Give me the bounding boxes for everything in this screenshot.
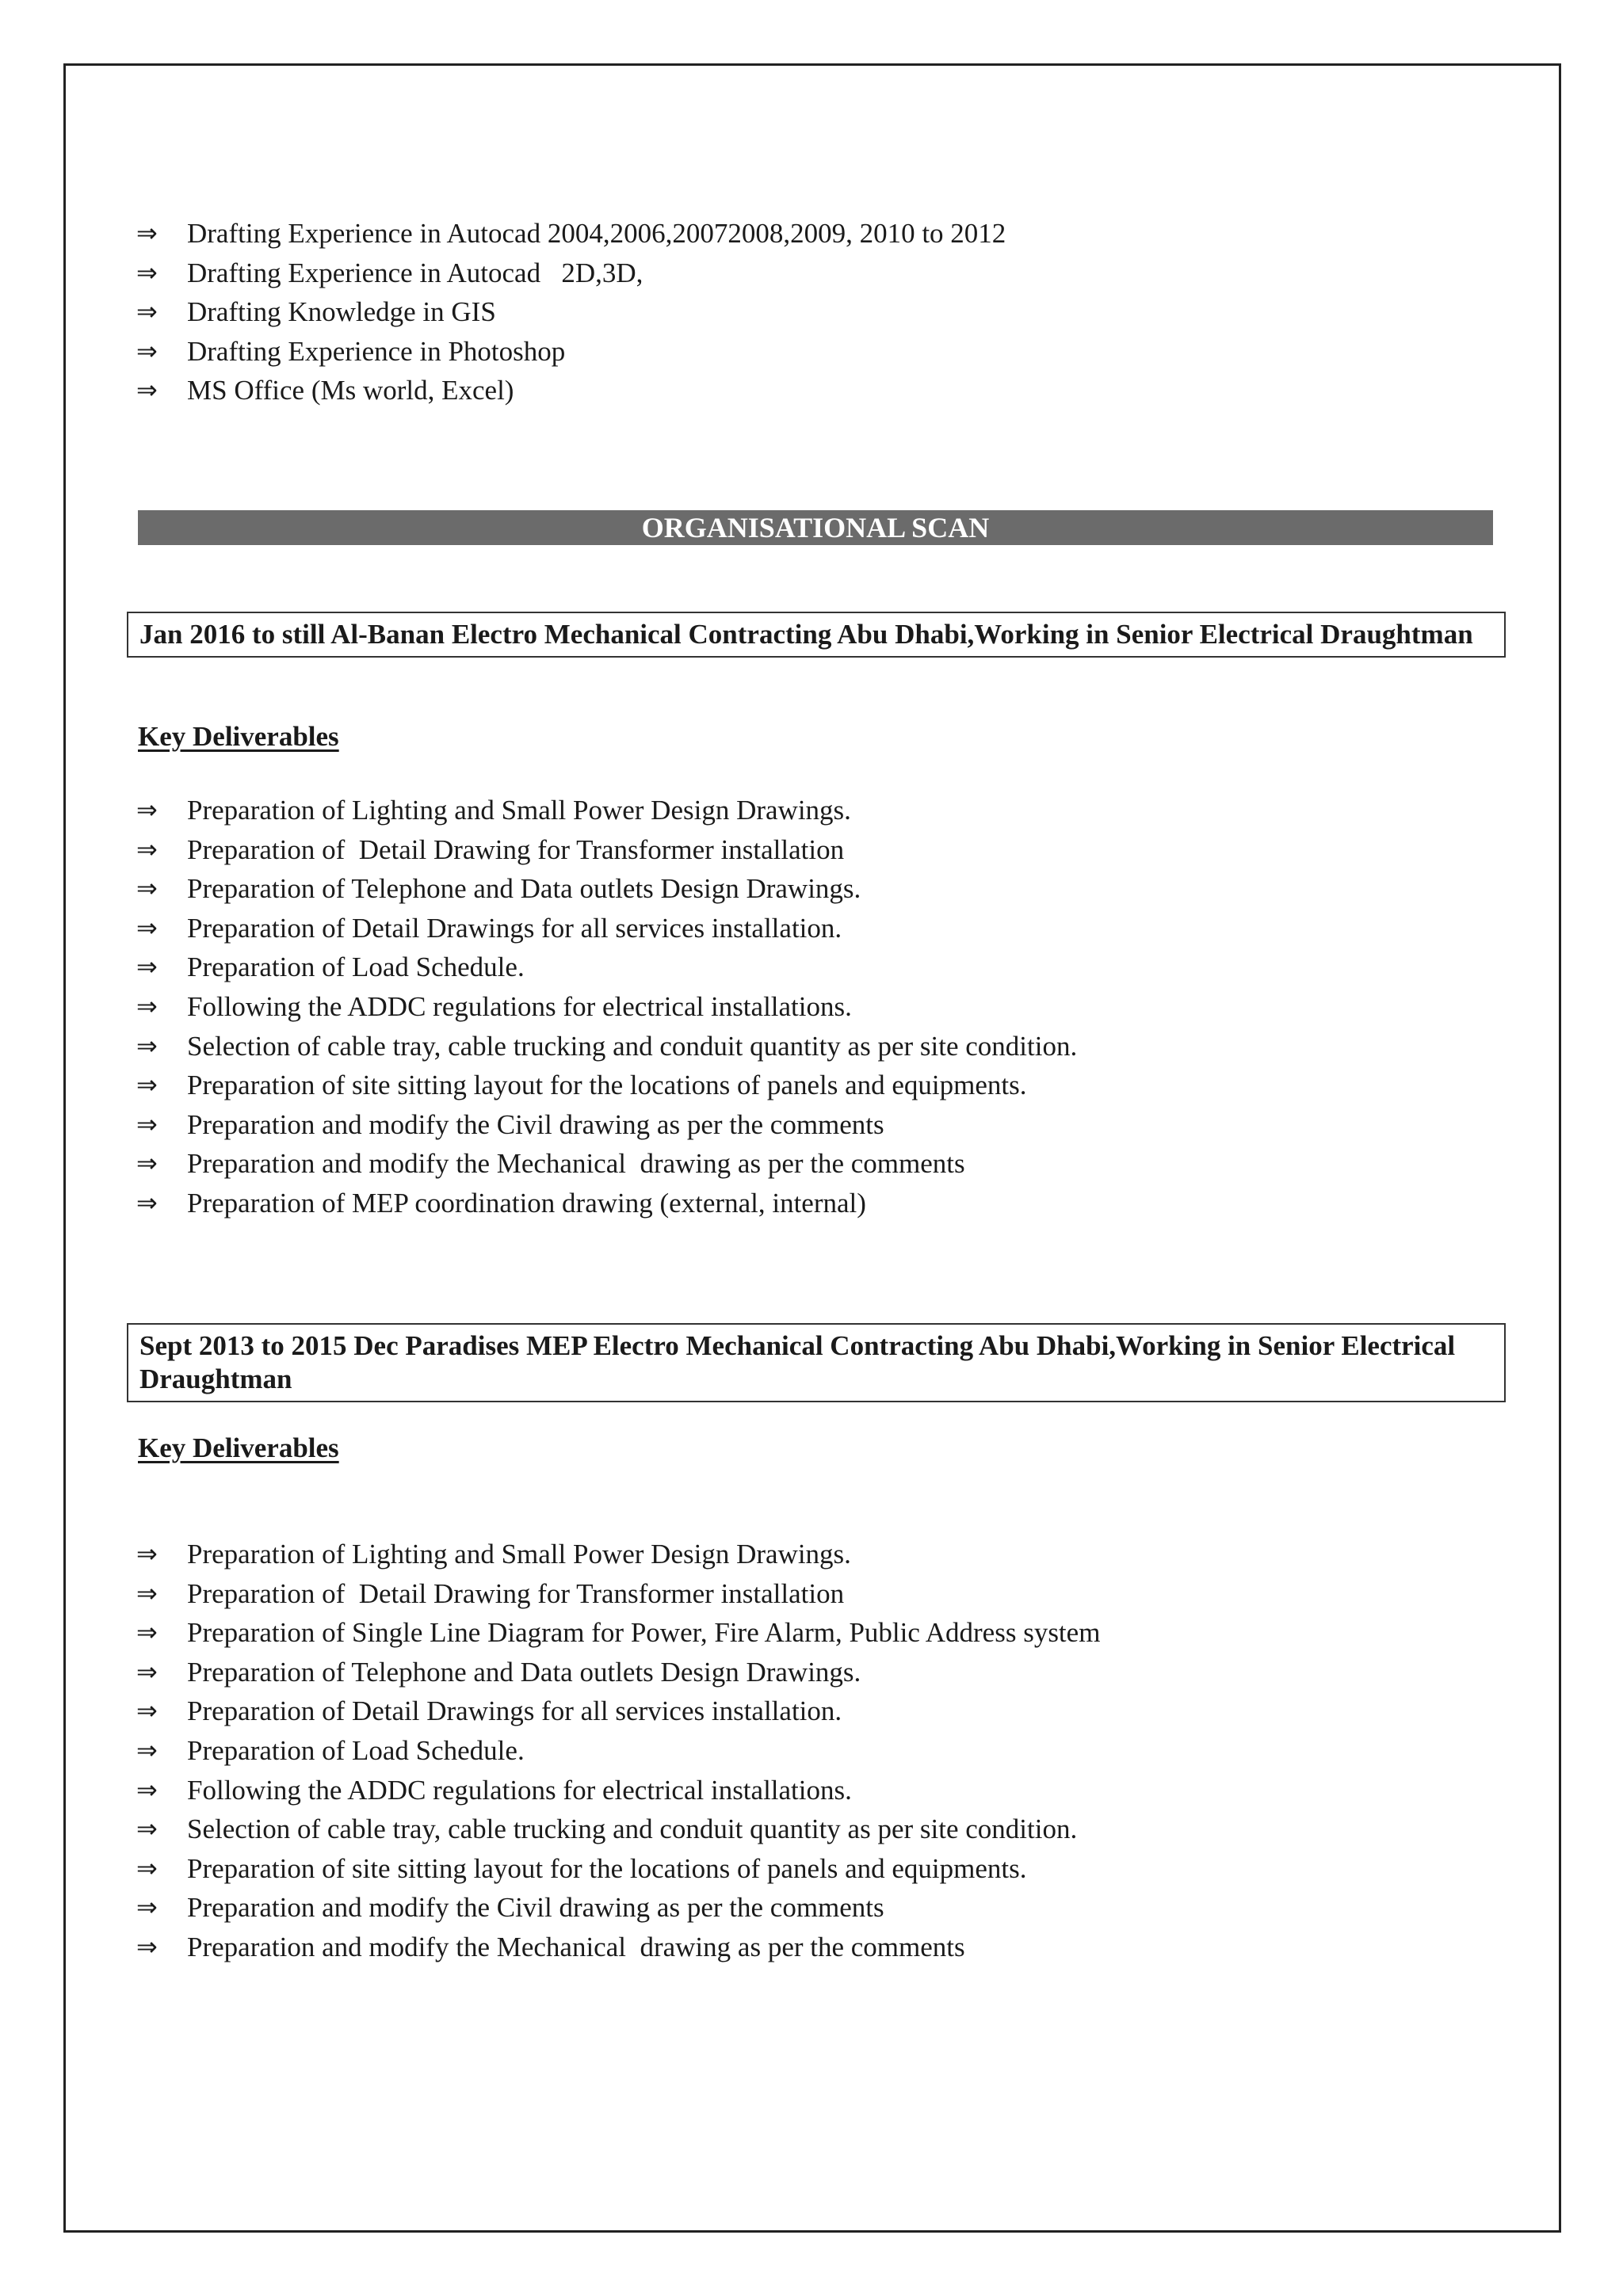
right-double-arrow-icon: ⇒	[136, 1774, 158, 1805]
job-heading-box: Jan 2016 to still Al-Banan Electro Mechanical Contracting Abu Dhabi,Working in Senior Electrical Draughtman	[127, 612, 1506, 658]
deliverable-text: Preparation and modify the Mechanical drawing as per the comments	[187, 1148, 965, 1180]
right-double-arrow-icon: ⇒	[136, 833, 158, 864]
right-double-arrow-icon: ⇒	[136, 912, 158, 943]
deliverable-text: Preparation of Telephone and Data outlets Design Drawings.	[187, 873, 861, 905]
right-double-arrow-icon: ⇒	[136, 1695, 158, 1726]
list-item	[136, 1653, 1100, 1692]
list-item	[136, 791, 1077, 830]
right-double-arrow-icon: ⇒	[136, 952, 158, 982]
deliverable-text: Selection of cable tray, cable trucking and conduit quantity as per site condition.	[187, 1814, 1078, 1845]
list-item	[136, 1027, 1077, 1066]
list-item	[136, 1691, 1100, 1731]
right-double-arrow-icon: ⇒	[136, 335, 158, 366]
list-item	[136, 371, 1006, 410]
deliverable-text: Following the ADDC regulations for electrical installations.	[187, 990, 852, 1022]
list-item	[136, 830, 1077, 870]
right-double-arrow-icon: ⇒	[136, 1892, 158, 1923]
skill-text: Drafting Experience in Autocad 2004,2006,20072008,2009, 2010 to 2012	[187, 218, 1006, 249]
list-item	[136, 254, 1006, 293]
deliverable-text: Preparation and modify the Civil drawing as per the comments	[187, 1108, 884, 1140]
deliverable-text: Preparation of Detail Drawings for all services installation.	[187, 1695, 842, 1727]
right-double-arrow-icon: ⇒	[136, 1814, 158, 1844]
right-double-arrow-icon: ⇒	[136, 375, 158, 406]
list-item	[136, 1888, 1100, 1928]
deliverable-text: Preparation of Single Line Diagram for Power, Fire Alarm, Public Address system	[187, 1617, 1101, 1649]
list-item	[136, 1105, 1077, 1145]
list-item	[136, 1144, 1077, 1184]
deliverable-text: Preparation of Load Schedule.	[187, 952, 525, 983]
list-item	[136, 1928, 1100, 1967]
deliverable-text: Preparation of Telephone and Data outlets Design Drawings.	[187, 1656, 861, 1688]
right-double-arrow-icon: ⇒	[136, 296, 158, 327]
deliverable-text: Following the ADDC regulations for electrical installations.	[187, 1774, 852, 1806]
section-title-bar: ORGANISATIONAL SCAN	[138, 510, 1493, 545]
right-double-arrow-icon: ⇒	[136, 1108, 158, 1139]
right-double-arrow-icon: ⇒	[136, 1617, 158, 1648]
list-item	[136, 1731, 1100, 1771]
deliverables-list	[136, 1535, 1100, 1967]
right-double-arrow-icon: ⇒	[136, 1030, 158, 1061]
deliverable-text: Preparation of Lighting and Small Power Design Drawings.	[187, 1539, 851, 1569]
right-double-arrow-icon: ⇒	[136, 1852, 158, 1883]
right-double-arrow-icon: ⇒	[136, 1931, 158, 1962]
list-item	[136, 987, 1077, 1027]
skill-text: MS Office (Ms world, Excel)	[187, 375, 514, 406]
deliverable-text: Selection of cable tray, cable trucking and conduit quantity as per site condition.	[187, 1030, 1078, 1062]
right-double-arrow-icon: ⇒	[136, 1734, 158, 1765]
right-double-arrow-icon: ⇒	[136, 257, 158, 288]
deliverable-text: Preparation of MEP coordination drawing (external, internal)	[187, 1187, 866, 1219]
skill-text: Drafting Knowledge in GIS	[187, 296, 496, 328]
right-double-arrow-icon: ⇒	[136, 1577, 158, 1608]
deliverable-text: Preparation of Detail Drawing for Transformer installation	[187, 1577, 845, 1609]
right-double-arrow-icon: ⇒	[136, 990, 158, 1021]
skill-text: Drafting Experience in Photoshop	[187, 335, 566, 367]
skill-text: Drafting Experience in Autocad 2D,3D,	[187, 257, 643, 288]
deliverable-text: Preparation of Detail Drawings for all services installation.	[187, 912, 842, 944]
right-double-arrow-icon: ⇒	[136, 1070, 158, 1100]
deliverable-text: Preparation of Detail Drawing for Transformer installation	[187, 833, 845, 865]
deliverable-text: Preparation of Load Schedule.	[187, 1734, 525, 1766]
list-item	[136, 292, 1006, 332]
right-double-arrow-icon: ⇒	[136, 1148, 158, 1179]
right-double-arrow-icon: ⇒	[136, 218, 158, 248]
right-double-arrow-icon: ⇒	[136, 873, 158, 904]
deliverable-text: Preparation and modify the Mechanical drawing as per the comments	[187, 1931, 965, 1962]
deliverable-text: Preparation of site sitting layout for the locations of panels and equipments.	[187, 1852, 1027, 1884]
deliverable-text: Preparation of Lighting and Small Power Design Drawings.	[187, 795, 851, 826]
list-item	[136, 1066, 1077, 1105]
key-deliverables-heading: Key Deliverables	[138, 1432, 339, 1463]
list-item	[136, 1613, 1100, 1653]
list-item	[136, 332, 1006, 372]
deliverable-text: Preparation of site sitting layout for the locations of panels and equipments.	[187, 1070, 1027, 1101]
deliverables-list	[136, 791, 1077, 1223]
list-item	[136, 1849, 1100, 1889]
skills-list	[136, 214, 1006, 410]
list-item	[136, 1535, 1100, 1574]
job-heading-box: Sept 2013 to 2015 Dec Paradises MEP Electro Mechanical Contracting Abu Dhabi,Working in Senior Electrical Draughtman	[127, 1323, 1506, 1402]
list-item	[136, 1184, 1077, 1223]
right-double-arrow-icon: ⇒	[136, 1187, 158, 1218]
list-item	[136, 214, 1006, 254]
right-double-arrow-icon: ⇒	[136, 1656, 158, 1687]
list-item	[136, 1574, 1100, 1614]
deliverable-text: Preparation and modify the Civil drawing as per the comments	[187, 1892, 884, 1924]
list-item	[136, 909, 1077, 948]
list-item	[136, 1810, 1100, 1849]
list-item	[136, 1771, 1100, 1810]
list-item	[136, 869, 1077, 909]
right-double-arrow-icon: ⇒	[136, 795, 158, 825]
right-double-arrow-icon: ⇒	[136, 1539, 158, 1569]
list-item	[136, 948, 1077, 987]
key-deliverables-heading: Key Deliverables	[138, 721, 339, 752]
